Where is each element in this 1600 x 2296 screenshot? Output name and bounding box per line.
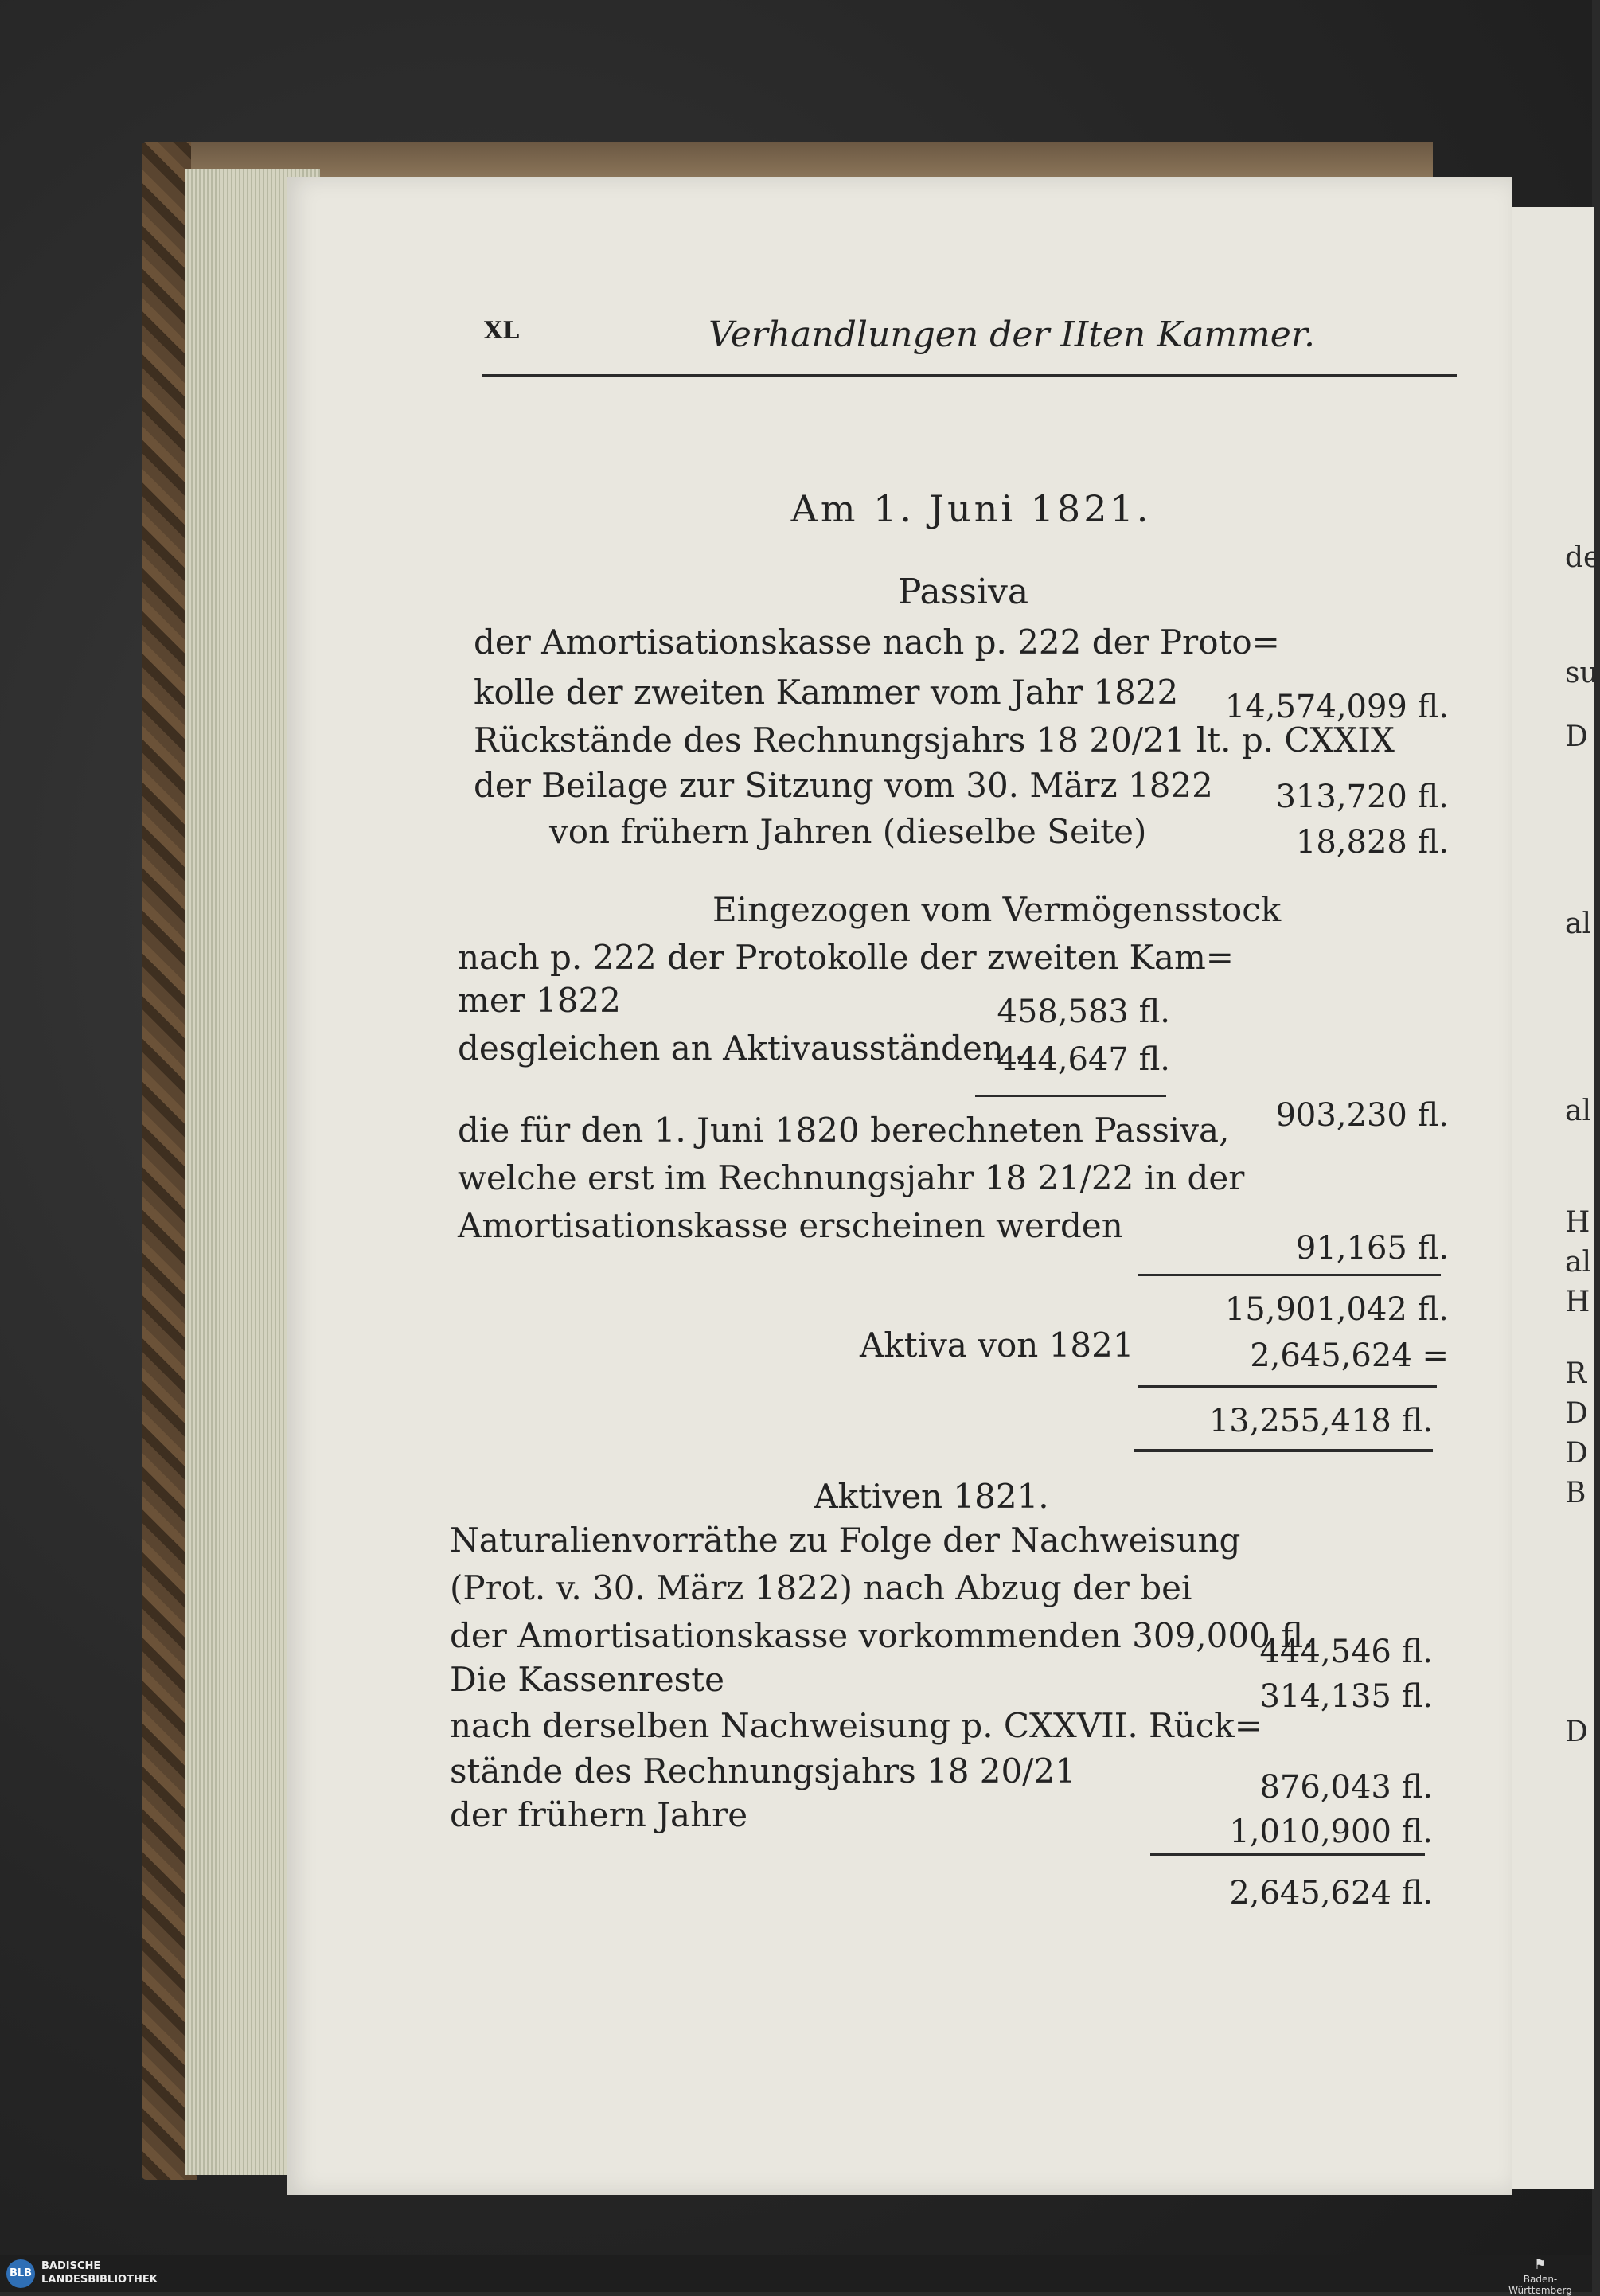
aktiven-amount: 444,546 fl.: [1259, 1634, 1433, 1670]
header-rule: [482, 374, 1457, 377]
juni1820-line: welche erst im Rechnungsjahr 18 21/22 in der: [458, 1158, 1245, 1197]
facing-page-fragment: su: [1565, 657, 1598, 689]
eingezogen-line: desgleichen an Aktivausständen .: [458, 1029, 1025, 1068]
aktiven-line: Naturalienvorräthe zu Folge der Nachweisung: [450, 1521, 1241, 1560]
aktiven-rule: [1150, 1853, 1425, 1856]
library-name: [41, 2259, 158, 2286]
juni1820-amount: 91,165 fl.: [1295, 1230, 1449, 1267]
aktiven-amount: 1,010,900 fl.: [1229, 1814, 1433, 1850]
eingezogen-line: mer 1822: [458, 981, 621, 1020]
aktiven-line: nach derselben Nachweisung p. CXXVII. Rück=: [450, 1706, 1262, 1745]
passiva-line: Rückstände des Rechnungsjahrs 18 20/21 lt. p. CXXIX: [474, 720, 1395, 759]
coat-of-arms-icon: ⚑: [1533, 2256, 1547, 2273]
facing-page-fragment: D: [1565, 1397, 1588, 1430]
aktiven-total: 2,645,624 fl.: [1229, 1875, 1433, 1911]
passiva-line: von frühern Jahren (dieselbe Seite): [549, 812, 1147, 851]
aktiven-line: stände des Rechnungsjahrs 18 20/21: [450, 1751, 1076, 1790]
eingezogen-subamount: 458,583 fl.: [997, 994, 1170, 1030]
passiva-line: der Amortisationskasse nach p. 222 der Proto=: [474, 623, 1280, 662]
library-name-line2: LANDESBIBLIOTHEK: [41, 2274, 158, 2286]
library-name-line1: BADISCHE: [41, 2260, 101, 2272]
blb-logo: BLB: [6, 2259, 35, 2288]
passiva-sum: 15,901,042 fl.: [1224, 1291, 1449, 1328]
baden-wuerttemberg-logo: [1497, 2256, 1584, 2296]
eingezogen-heading: Eingezogen vom Vermögensstock: [712, 890, 1282, 929]
passiva-amount: 18,828 fl.: [1295, 824, 1449, 861]
aktiva-amount: 2,645,624 =: [1250, 1337, 1449, 1374]
facing-page-fragment: al: [1565, 1246, 1591, 1279]
juni1820-line: die für den 1. Juni 1820 berechneten Passiva,: [458, 1111, 1230, 1150]
juni1820-line: Amortisationskasse erscheinen werden: [458, 1206, 1123, 1245]
passiva-line: der Beilage zur Sitzung vom 30. März 1822: [474, 766, 1213, 805]
passiva-line: kolle der zweiten Kammer vom Jahr 1822: [474, 673, 1179, 712]
facing-page-fragment: H: [1565, 1286, 1590, 1318]
passiva-heading: Passiva: [897, 572, 1029, 612]
facing-page-fragment: D: [1565, 720, 1588, 753]
aktiven-heading: Aktiven 1821.: [814, 1477, 1049, 1516]
aktiven-line: der frühern Jahre: [450, 1795, 748, 1834]
running-title: Verhandlungen der IIten Kammer.: [708, 314, 1315, 355]
eingezogen-total: 903,230 fl.: [1275, 1097, 1449, 1134]
sum-rule: [1138, 1274, 1441, 1276]
facing-page-fragment: al: [1565, 908, 1591, 940]
bw-label: Baden-Württemberg: [1508, 2274, 1572, 2296]
footer-bar: [0, 2255, 1592, 2296]
facing-page: [1508, 207, 1600, 2189]
facing-page-fragment: B: [1565, 1477, 1586, 1509]
passiva-amount: 313,720 fl.: [1275, 779, 1449, 815]
eingezogen-line: nach p. 222 der Protokolle der zweiten Kam=: [458, 938, 1234, 977]
net-rule: [1138, 1385, 1437, 1388]
aktiva-label: Aktiva von 1821: [860, 1326, 1134, 1365]
facing-page-fragment: de: [1565, 541, 1600, 574]
aktiven-amount: 314,135 fl.: [1259, 1678, 1433, 1715]
passiva-amount: 14,574,099 fl.: [1224, 689, 1449, 725]
aktiven-line: (Prot. v. 30. März 1822) nach Abzug der bei: [450, 1568, 1192, 1607]
facing-page-fragment: al: [1565, 1095, 1591, 1127]
aktiven-amount: 876,043 fl.: [1259, 1769, 1433, 1806]
page-number: XL: [484, 317, 520, 345]
facing-page-fragment: D: [1565, 1716, 1588, 1748]
facing-page-fragment: D: [1565, 1437, 1588, 1470]
eingezogen-subamount: 444,647 fl.: [997, 1041, 1170, 1078]
net-amount: 13,255,418 fl.: [1208, 1403, 1433, 1439]
facing-page-fragment: H: [1565, 1206, 1590, 1239]
aktiven-line: der Amortisationskasse vorkommenden 309,000 fl.: [450, 1616, 1314, 1655]
book-cover-edge: [191, 142, 1433, 177]
section-title: Am 1. Juni 1821.: [790, 487, 1152, 530]
net-underline: [1134, 1449, 1433, 1452]
subtotal-rule: [975, 1095, 1166, 1097]
facing-page-fragment: R: [1565, 1357, 1587, 1390]
aktiven-line: Die Kassenreste: [450, 1660, 724, 1699]
